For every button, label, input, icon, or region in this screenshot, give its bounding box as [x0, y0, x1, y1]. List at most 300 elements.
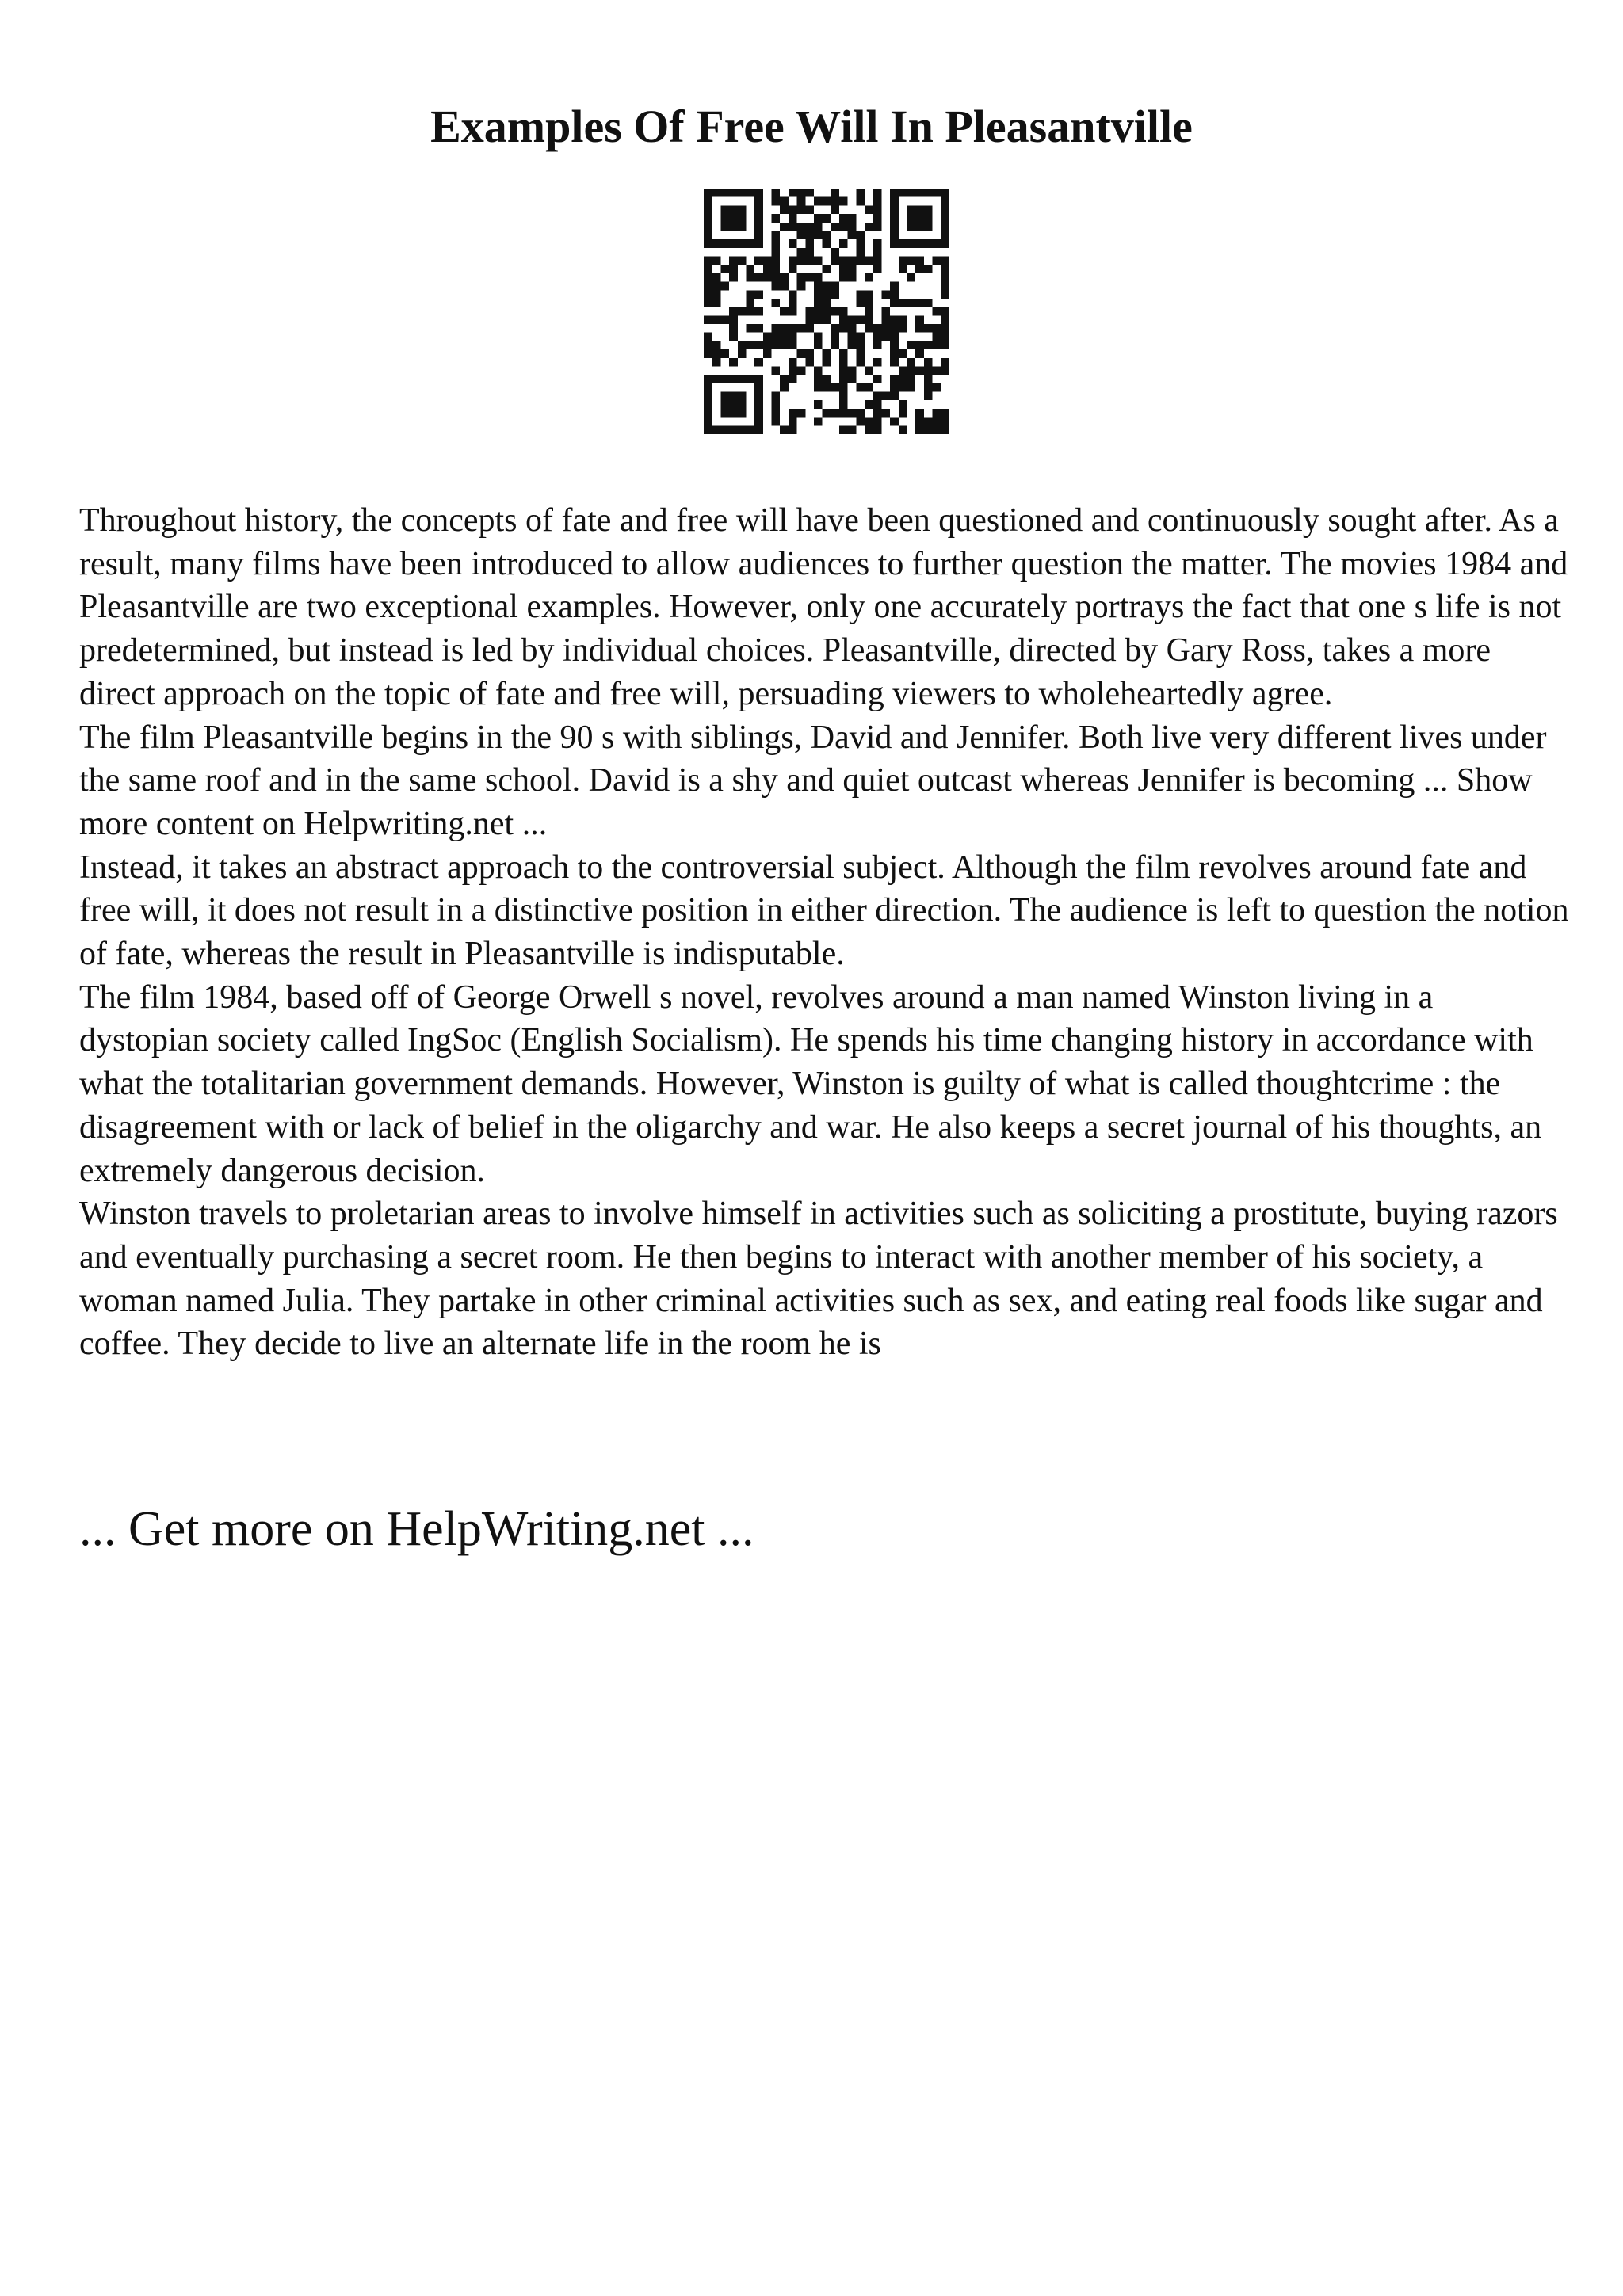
qr-module: [839, 366, 848, 375]
qr-module: [729, 409, 738, 418]
qr-module: [865, 223, 873, 231]
qr-module: [814, 341, 823, 349]
qr-module: [789, 341, 797, 349]
qr-module: [789, 223, 797, 231]
qr-module: [865, 205, 873, 214]
qr-module: [797, 231, 806, 239]
qr-module: [848, 273, 857, 282]
qr-module: [924, 383, 933, 392]
qr-module: [805, 223, 814, 231]
qr-module: [890, 315, 899, 324]
qr-module: [933, 341, 941, 349]
qr-module: [738, 409, 747, 418]
qr-module: [924, 392, 933, 401]
qr-module: [881, 315, 890, 324]
qr-module: [729, 375, 738, 383]
qr-module: [780, 197, 789, 206]
qr-module: [704, 400, 712, 409]
qr-module: [823, 315, 831, 324]
qr-module: [941, 282, 949, 291]
qr-module: [907, 257, 916, 265]
qr-module: [720, 214, 729, 223]
qr-module: [890, 358, 899, 367]
paragraph-intro: Throughout history, the concepts of fate and free will have been questioned and continuously sought after. As a result, many films have been introduced to allow audiences to further question the matter. The movies 1984 and Pleasantville are two exceptional examples. However, only one accurately portrays the fact that one s life is not predetermined, but instead is led by individual choices. Pleasantville, directed by Gary Ross, takes a more direct approach on the topic of fate and free will, persuading viewers to wholeheartedly agree.: [79, 502, 1568, 712]
qr-module: [823, 307, 831, 316]
qr-module: [890, 290, 899, 299]
qr-module: [780, 223, 789, 231]
qr-module: [704, 282, 712, 291]
qr-module: [873, 257, 882, 265]
qr-module: [907, 205, 916, 214]
qr-module: [746, 299, 754, 307]
qr-module: [754, 197, 763, 206]
qr-module: [780, 375, 789, 383]
qr-module: [814, 197, 823, 206]
qr-module: [772, 273, 781, 282]
qr-module: [797, 366, 806, 375]
qr-module: [720, 409, 729, 418]
qr-module: [924, 189, 933, 197]
qr-module: [704, 214, 712, 223]
qr-module: [924, 418, 933, 426]
qr-module: [915, 257, 924, 265]
qr-module: [899, 239, 907, 248]
qr-module: [746, 239, 754, 248]
qr-module: [856, 333, 865, 341]
paragraph-abstract-approach: Instead, it takes an abstract approach to the controversial subject. Although the film revolves around fate and free will, it does not result in a distinctive position in either direction. The audience is left to question the notion of fate, whereas the result in Pleasantville is indisputable.: [79, 849, 1569, 973]
qr-module: [839, 425, 848, 434]
qr-module: [873, 205, 882, 214]
qr-module: [746, 189, 754, 197]
qr-module: [907, 273, 916, 282]
qr-module: [856, 341, 865, 349]
qr-module: [899, 189, 907, 197]
qr-module: [941, 418, 949, 426]
qr-module: [873, 358, 882, 367]
qr-module: [915, 409, 924, 418]
qr-module: [738, 257, 747, 265]
qr-module: [899, 383, 907, 392]
qr-module: [720, 425, 729, 434]
qr-module: [738, 239, 747, 248]
qr-module: [789, 358, 797, 367]
qr-module: [899, 375, 907, 383]
qr-module: [780, 282, 789, 291]
qr-module: [941, 333, 949, 341]
qr-module: [729, 239, 738, 248]
qr-module: [831, 197, 839, 206]
qr-module: [848, 333, 857, 341]
qr-module: [754, 290, 763, 299]
qr-module: [738, 214, 747, 223]
qr-module: [746, 425, 754, 434]
qr-module: [763, 349, 772, 358]
qr-module: [831, 189, 839, 197]
qr-module: [890, 282, 899, 291]
qr-module: [754, 358, 763, 367]
qr-module: [856, 197, 865, 206]
qr-module: [839, 392, 848, 401]
qr-module: [856, 409, 865, 418]
qr-module: [856, 290, 865, 299]
qr-module: [704, 409, 712, 418]
qr-module: [712, 290, 721, 299]
qr-module: [746, 273, 754, 282]
qr-module: [915, 223, 924, 231]
qr-module: [805, 248, 814, 257]
qr-module: [915, 341, 924, 349]
qr-module: [772, 333, 781, 341]
qr-module: [890, 189, 899, 197]
qr-module: [933, 189, 941, 197]
qr-module: [856, 231, 865, 239]
qr-module: [805, 324, 814, 333]
qr-module: [763, 273, 772, 282]
qr-module: [772, 231, 781, 239]
qr-module: [738, 375, 747, 383]
qr-module: [865, 299, 873, 307]
qr-code-graphic: [704, 189, 949, 434]
qr-module: [873, 409, 882, 418]
qr-module: [907, 223, 916, 231]
qr-module: [823, 239, 831, 248]
qr-module: [941, 290, 949, 299]
qr-module: [772, 341, 781, 349]
qr-module: [933, 333, 941, 341]
qr-module: [848, 375, 857, 383]
qr-module: [941, 205, 949, 214]
qr-module: [780, 205, 789, 214]
qr-module: [933, 383, 941, 392]
qr-module: [915, 324, 924, 333]
qr-module: [789, 205, 797, 214]
qr-module: [839, 239, 848, 248]
qr-module: [899, 349, 907, 358]
qr-module: [712, 375, 721, 383]
qr-module: [780, 341, 789, 349]
qr-module: [941, 214, 949, 223]
qr-module: [899, 324, 907, 333]
qr-module: [890, 197, 899, 206]
qr-module: [772, 239, 781, 248]
qr-module: [772, 392, 781, 401]
qr-module: [873, 214, 882, 223]
qr-module: [763, 333, 772, 341]
qr-module: [814, 257, 823, 265]
qr-module: [772, 418, 781, 426]
qr-module: [754, 383, 763, 392]
qr-module: [941, 358, 949, 367]
qr-module: [746, 265, 754, 273]
qr-module: [704, 425, 712, 434]
qr-module: [729, 307, 738, 316]
qr-module: [754, 223, 763, 231]
qr-module: [712, 425, 721, 434]
qr-module: [941, 324, 949, 333]
qr-module: [881, 324, 890, 333]
qr-module: [738, 205, 747, 214]
qr-module: [890, 392, 899, 401]
qr-module: [831, 257, 839, 265]
qr-module: [890, 205, 899, 214]
qr-module: [738, 223, 747, 231]
qr-module: [772, 214, 781, 223]
qr-module: [933, 425, 941, 434]
qr-module: [831, 307, 839, 316]
qr-module: [941, 366, 949, 375]
qr-module: [720, 349, 729, 358]
qr-module: [865, 418, 873, 426]
qr-module: [814, 418, 823, 426]
qr-module: [933, 239, 941, 248]
qr-module: [754, 231, 763, 239]
qr-module: [933, 409, 941, 418]
qr-module: [915, 239, 924, 248]
qr-module: [754, 418, 763, 426]
qr-module: [738, 341, 747, 349]
qr-module: [856, 189, 865, 197]
qr-module: [839, 383, 848, 392]
qr-module: [805, 205, 814, 214]
qr-module: [789, 214, 797, 223]
qr-module: [856, 299, 865, 307]
paragraph-winston-activities: Winston travels to proletarian areas to involve himself in activities such as soliciting a prostitute, buying razors and eventually purchasing a secret room. He then begins to interact with another member of his society, a woman named Julia. They partake in other criminal activities such as sex, and eating real foods like sugar and coffee. They decide to live an alternate life in the room he is: [79, 1196, 1558, 1363]
qr-module: [754, 205, 763, 214]
qr-module: [814, 333, 823, 341]
qr-module: [839, 400, 848, 409]
qr-module: [704, 265, 712, 273]
qr-module: [924, 425, 933, 434]
qr-module: [704, 315, 712, 324]
qr-module: [941, 273, 949, 282]
document-body: [79, 499, 1569, 1366]
qr-module: [746, 324, 754, 333]
qr-module: [704, 273, 712, 282]
qr-module: [814, 375, 823, 383]
qr-module: [738, 349, 747, 358]
qr-module: [754, 375, 763, 383]
qr-module: [890, 349, 899, 358]
qr-module: [890, 223, 899, 231]
qr-module: [729, 205, 738, 214]
qr-module: [924, 299, 933, 307]
qr-module: [856, 248, 865, 257]
qr-module: [890, 341, 899, 349]
qr-module: [941, 341, 949, 349]
qr-module: [780, 307, 789, 316]
qr-module: [941, 257, 949, 265]
qr-module: [754, 409, 763, 418]
qr-module: [704, 239, 712, 248]
qr-module: [839, 324, 848, 333]
qr-module: [797, 273, 806, 282]
qr-module: [839, 273, 848, 282]
qr-module: [831, 341, 839, 349]
qr-module: [831, 409, 839, 418]
qr-module: [899, 257, 907, 265]
get-more-link[interactable]: ... Get more on HelpWriting.net ...: [79, 1502, 754, 1556]
qr-module: [720, 400, 729, 409]
qr-module: [704, 349, 712, 358]
document-title: Examples Of Free Will In Pleasantville: [430, 101, 1193, 152]
qr-module: [865, 366, 873, 375]
qr-module: [839, 197, 848, 206]
qr-module: [899, 409, 907, 418]
qr-module: [729, 265, 738, 273]
qr-module: [848, 366, 857, 375]
qr-module: [915, 366, 924, 375]
qr-module: [873, 392, 882, 401]
qr-module: [772, 299, 781, 307]
qr-module: [704, 341, 712, 349]
qr-module: [754, 392, 763, 401]
qr-module: [780, 324, 789, 333]
qr-module: [941, 223, 949, 231]
qr-module: [873, 239, 882, 248]
qr-module: [704, 231, 712, 239]
qr-module: [814, 366, 823, 375]
qr-module: [823, 349, 831, 358]
qr-module: [720, 239, 729, 248]
qr-module: [831, 333, 839, 341]
qr-module: [907, 341, 916, 349]
qr-module: [839, 358, 848, 367]
qr-module: [772, 366, 781, 375]
qr-module: [856, 349, 865, 358]
qr-module: [720, 189, 729, 197]
qr-module: [831, 248, 839, 257]
qr-module: [881, 409, 890, 418]
qr-module: [789, 324, 797, 333]
qr-module: [848, 409, 857, 418]
qr-module: [899, 265, 907, 273]
qr-module: [805, 239, 814, 248]
qr-module: [814, 223, 823, 231]
qr-module: [924, 341, 933, 349]
qr-module: [789, 375, 797, 383]
qr-module: [789, 299, 797, 307]
qr-module: [720, 282, 729, 291]
qr-module: [746, 290, 754, 299]
qr-module: [856, 358, 865, 367]
qr-module: [814, 282, 823, 291]
qr-module: [890, 333, 899, 341]
qr-module: [881, 333, 890, 341]
qr-module: [789, 409, 797, 418]
qr-module: [712, 315, 721, 324]
qr-module: [907, 214, 916, 223]
qr-module: [754, 273, 763, 282]
qr-module: [797, 205, 806, 214]
qr-module: [873, 341, 882, 349]
qr-module: [789, 189, 797, 197]
qr-module: [763, 257, 772, 265]
qr-module: [848, 257, 857, 265]
qr-module: [746, 341, 754, 349]
qr-module: [789, 366, 797, 375]
qr-module: [814, 299, 823, 307]
qr-module: [915, 205, 924, 214]
qr-module: [814, 315, 823, 324]
qr-module: [839, 223, 848, 231]
qr-module: [814, 290, 823, 299]
qr-module: [924, 205, 933, 214]
qr-module: [865, 307, 873, 316]
qr-module: [890, 375, 899, 383]
qr-module: [712, 257, 721, 265]
qr-module: [873, 265, 882, 273]
qr-module: [924, 375, 933, 383]
qr-module: [754, 189, 763, 197]
qr-module: [772, 324, 781, 333]
qr-module: [823, 290, 831, 299]
qr-module: [780, 383, 789, 392]
qr-module: [729, 214, 738, 223]
qr-module: [899, 366, 907, 375]
qr-module: [941, 307, 949, 316]
qr-module: [729, 315, 738, 324]
qr-module: [873, 418, 882, 426]
qr-module: [924, 265, 933, 273]
qr-module: [848, 214, 857, 223]
qr-module: [704, 418, 712, 426]
qr-module: [823, 197, 831, 206]
qr-module: [805, 273, 814, 282]
qr-module: [823, 265, 831, 273]
qr-module: [712, 189, 721, 197]
qr-module: [848, 341, 857, 349]
qr-module: [907, 239, 916, 248]
qr-module: [831, 290, 839, 299]
qr-module: [865, 400, 873, 409]
qr-module: [915, 315, 924, 324]
qr-module: [772, 409, 781, 418]
qr-module: [915, 349, 924, 358]
qr-module: [848, 324, 857, 333]
qr-module: [941, 265, 949, 273]
qr-module: [797, 409, 806, 418]
qr-module: [797, 282, 806, 291]
qr-module: [754, 425, 763, 434]
qr-module: [865, 425, 873, 434]
qr-module: [772, 257, 781, 265]
qr-module: [865, 315, 873, 324]
qr-module: [890, 214, 899, 223]
qr-module: [729, 358, 738, 367]
qr-module: [848, 231, 857, 239]
qr-module: [712, 349, 721, 358]
qr-module: [839, 257, 848, 265]
qr-module: [865, 257, 873, 265]
qr-module: [805, 315, 814, 324]
qr-module: [831, 223, 839, 231]
qr-module: [915, 299, 924, 307]
qr-module: [933, 307, 941, 316]
qr-module: [772, 282, 781, 291]
qr-module: [839, 307, 848, 316]
qr-module: [805, 307, 814, 316]
qr-module: [924, 214, 933, 223]
qr-module: [789, 239, 797, 248]
qr-module: [729, 273, 738, 282]
qr-module: [704, 392, 712, 401]
qr-module: [890, 383, 899, 392]
qr-module: [772, 248, 781, 257]
qr-module: [839, 315, 848, 324]
qr-module: [814, 231, 823, 239]
qr-module: [772, 265, 781, 273]
qr-module: [924, 324, 933, 333]
